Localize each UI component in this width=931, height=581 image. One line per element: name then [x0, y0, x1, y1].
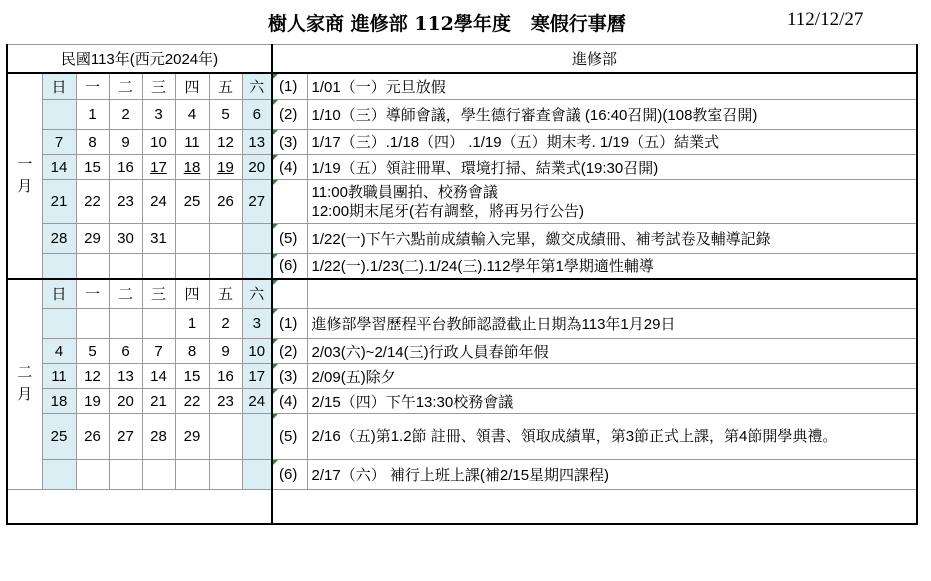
january-day-number: 13: [248, 133, 266, 151]
february-event-text: 2/16（五)第1.2節 註冊、領書、領取成績單，第3節正式上課，第4節開學典禮。: [307, 414, 917, 460]
january-event-text: 1/17（三）.1/18（四） .1/19（五）期末考. 1/19（五）結業式: [307, 130, 917, 155]
january-event-num: (5): [272, 224, 307, 254]
february-day-cell: [209, 339, 242, 364]
year-suffix: 年(西元2024年): [114, 50, 219, 68]
february-day-number: 14: [150, 367, 167, 385]
february-day-cell: [242, 364, 272, 389]
january-day-number: 12: [217, 133, 234, 151]
january-day-cell: [142, 224, 175, 254]
february-day-cell: [242, 389, 272, 414]
january-weekday-5: 五: [209, 73, 242, 100]
january-day-number: 24: [150, 193, 167, 210]
february-weekday-3: 三: [142, 279, 175, 309]
january-day-cell: [109, 180, 142, 224]
february-label-char: 月: [17, 386, 33, 404]
january-day-number: 1: [88, 106, 97, 123]
february-day-cell: [109, 339, 142, 364]
january-day-cell: [242, 180, 272, 224]
january-day-number: 14: [50, 158, 68, 176]
january-event-line: 11:00教職員團拍、校務會議: [311, 183, 498, 201]
january-day-cell: [42, 224, 76, 254]
january-day-number: 16: [117, 158, 134, 176]
february-day-cell: [242, 460, 272, 490]
january-day-number: 19: [217, 158, 234, 176]
february-day-number: 28: [150, 428, 167, 445]
january-day-cell: [76, 224, 109, 254]
calendar-table: [6, 44, 918, 525]
january-day-cell: [109, 254, 142, 279]
february-day-cell: [42, 364, 76, 389]
january-day-cell: [209, 130, 242, 155]
january-day-number: 27: [248, 193, 266, 210]
february-day-number: 8: [187, 342, 197, 360]
february-day-number: 20: [117, 392, 134, 410]
february-day-number: 2: [221, 315, 230, 332]
january-event-num: (1): [272, 73, 307, 100]
february-day-cell: [209, 309, 242, 339]
february-day-number: 12: [84, 367, 101, 385]
january-day-number: 11: [184, 133, 200, 151]
february-day-number: 25: [50, 428, 68, 445]
january-day-number: 6: [252, 106, 261, 123]
january-label-char: 一: [17, 155, 33, 173]
february-event-text: 2/09(五)除夕: [307, 364, 917, 389]
january-day-cell: [42, 254, 76, 279]
february-weekday-6: 六: [242, 279, 272, 309]
january-day-cell: [109, 100, 142, 130]
february-weekday-1: 一: [76, 279, 109, 309]
january-day-number: 23: [117, 193, 134, 210]
january-day-cell: [42, 155, 76, 180]
january-day-cell: [109, 155, 142, 180]
january-day-number: 8: [88, 133, 97, 151]
january-day-cell: [175, 130, 209, 155]
february-day-number: 15: [183, 367, 201, 385]
february-event-num: (3): [272, 364, 307, 389]
january-day-number: 17: [150, 158, 167, 176]
february-day-number: 22: [183, 392, 201, 410]
january-weekday-1: 一: [76, 73, 109, 100]
february-day-cell: [142, 309, 175, 339]
february-day-number: 16: [217, 367, 234, 385]
title-bar: [0, 0, 931, 42]
february-day-number: 24: [248, 392, 266, 410]
january-weekday-6: 六: [242, 73, 272, 100]
january-weekday-4: 四: [175, 73, 209, 100]
january-day-number: 9: [121, 133, 130, 151]
january-day-cell: [175, 224, 209, 254]
february-weekday-5: 五: [209, 279, 242, 309]
january-event-num: (2): [272, 100, 307, 130]
february-event-text: 2/17（六） 補行上班上課(補2/15星期四課程): [307, 460, 917, 490]
february-event-num: [272, 279, 307, 309]
february-weekday-2: 二: [109, 279, 142, 309]
february-day-cell: [209, 414, 242, 460]
february-day-cell: [209, 460, 242, 490]
february-day-number: 11: [51, 367, 67, 385]
february-day-cell: [209, 389, 242, 414]
empty-row: [272, 490, 917, 524]
february-day-cell: [242, 414, 272, 460]
january-day-number: 22: [84, 193, 101, 210]
february-day-number: 29: [183, 428, 201, 445]
february-day-cell: [42, 389, 76, 414]
january-day-cell: [209, 254, 242, 279]
page-title: 樹人家商 進修部 112學年度 寒假行事曆: [268, 13, 626, 35]
february-day-cell: [42, 309, 76, 339]
february-event-text: 進修部學習歷程平台教師認證截止日期為113年1月29日: [307, 309, 917, 339]
february-day-cell: [76, 339, 109, 364]
january-day-cell: [76, 130, 109, 155]
february-day-cell: [175, 389, 209, 414]
january-day-cell: [42, 100, 76, 130]
february-day-number: 17: [248, 367, 266, 385]
january-day-cell: [209, 224, 242, 254]
january-day-cell: [109, 130, 142, 155]
january-day-cell: [209, 180, 242, 224]
february-day-number: 18: [50, 392, 68, 410]
february-day-number: 19: [84, 392, 101, 410]
january-day-cell: [142, 180, 175, 224]
february-day-cell: [42, 339, 76, 364]
january-day-number: 20: [248, 158, 266, 176]
february-day-number: 21: [150, 392, 167, 410]
february-day-cell: [175, 339, 209, 364]
january-event-num: (4): [272, 155, 307, 180]
february-event-num: (1): [272, 309, 307, 339]
january-day-cell: [142, 254, 175, 279]
january-label-char: 月: [17, 177, 33, 195]
january-day-cell: [142, 130, 175, 155]
january-day-cell: [142, 155, 175, 180]
january-event-text: 1/01（一）元旦放假: [307, 73, 917, 100]
february-label-char: 二: [17, 364, 33, 382]
january-weekday-3: 三: [142, 73, 175, 100]
january-day-cell: [242, 254, 272, 279]
february-day-number: 4: [54, 342, 64, 360]
february-day-cell: [242, 309, 272, 339]
february-day-cell: [142, 414, 175, 460]
document-date: 112/12/27: [787, 9, 864, 30]
february-day-number: 5: [88, 342, 97, 360]
year-prefix: 民國: [60, 50, 91, 68]
january-day-number: 31: [150, 230, 167, 247]
february-label: [7, 279, 42, 490]
january-event-text: 1/22(一).1/23(二).1/24(三).112學年第1學期適性輔導: [307, 254, 917, 279]
february-event-text: 2/03(六)~2/14(三)行政人員春節年假: [307, 339, 917, 364]
year-header: [7, 45, 272, 73]
february-day-cell: [175, 414, 209, 460]
february-event-num: (6): [272, 460, 307, 490]
february-day-cell: [109, 389, 142, 414]
february-day-number: 26: [84, 428, 101, 445]
january-event-num: [272, 180, 307, 224]
february-day-cell: [109, 414, 142, 460]
february-day-number: 10: [248, 342, 266, 360]
february-event-num: (2): [272, 339, 307, 364]
january-day-number: 10: [150, 133, 167, 151]
january-day-cell: [242, 130, 272, 155]
february-day-number: 1: [187, 315, 197, 332]
january-event-num: (6): [272, 254, 307, 279]
february-day-cell: [175, 309, 209, 339]
february-day-number: 7: [154, 342, 163, 360]
january-day-number: 28: [50, 230, 68, 247]
department-header: 進修部: [272, 45, 917, 73]
february-event-text: [307, 279, 917, 309]
january-day-cell: [76, 155, 109, 180]
january-day-cell: [209, 100, 242, 130]
february-day-cell: [109, 364, 142, 389]
january-day-number: 21: [50, 193, 68, 210]
february-day-cell: [175, 460, 209, 490]
year-number: 113: [90, 50, 115, 68]
february-day-cell: [42, 460, 76, 490]
january-event-text: 1/19（五）領註冊單、環境打掃、結業式(19:30召開): [307, 155, 917, 180]
february-day-number: 9: [221, 342, 230, 360]
january-day-number: 29: [84, 230, 101, 247]
january-day-cell: [76, 180, 109, 224]
february-day-cell: [142, 460, 175, 490]
january-day-cell: [109, 224, 142, 254]
february-weekday-0: 日: [42, 279, 76, 309]
february-day-number: 6: [121, 342, 130, 360]
february-day-cell: [142, 389, 175, 414]
january-day-number: 15: [84, 158, 101, 176]
february-day-cell: [109, 309, 142, 339]
february-event-num: (5): [272, 414, 307, 460]
february-day-cell: [209, 364, 242, 389]
january-day-cell: [209, 155, 242, 180]
january-day-number: 4: [187, 106, 197, 123]
february-day-cell: [142, 364, 175, 389]
january-event-line: 12:00期末尾牙(若有調整，將再另行公告): [311, 202, 585, 220]
january-event-text: 1/22(一)下午六點前成績輸入完畢，繳交成績冊、補考試卷及輔導記錄: [307, 224, 917, 254]
february-day-cell: [109, 460, 142, 490]
january-day-number: 25: [183, 193, 201, 210]
january-day-cell: [175, 155, 209, 180]
january-label: [7, 73, 42, 279]
january-day-cell: [142, 100, 175, 130]
february-day-cell: [175, 364, 209, 389]
february-day-cell: [76, 364, 109, 389]
january-day-cell: [42, 130, 76, 155]
january-day-cell: [76, 100, 109, 130]
january-day-cell: [175, 100, 209, 130]
february-weekday-4: 四: [175, 279, 209, 309]
january-day-cell: [242, 224, 272, 254]
january-day-cell: [42, 180, 76, 224]
january-day-cell: [242, 155, 272, 180]
february-day-number: 27: [117, 428, 134, 445]
january-weekday-0: 日: [42, 73, 76, 100]
empty-row: [7, 490, 272, 524]
january-day-number: 3: [154, 106, 163, 123]
january-event-num: (3): [272, 130, 307, 155]
february-day-cell: [76, 460, 109, 490]
january-day-number: 18: [183, 158, 201, 176]
january-event-text: [307, 180, 917, 224]
february-event-num: (4): [272, 389, 307, 414]
february-day-cell: [242, 339, 272, 364]
february-event-text: 2/15（四）下午13:30校務會議: [307, 389, 917, 414]
february-day-cell: [142, 339, 175, 364]
february-day-number: 13: [117, 367, 134, 385]
january-day-cell: [76, 254, 109, 279]
january-day-cell: [175, 180, 209, 224]
january-day-number: 30: [117, 230, 134, 247]
january-day-cell: [242, 100, 272, 130]
february-day-cell: [76, 414, 109, 460]
january-event-text: 1/10（三）導師會議，學生德行審查會議 (16:40召開)(108教室召開): [307, 100, 917, 130]
february-day-cell: [42, 414, 76, 460]
january-day-number: 26: [217, 193, 234, 210]
february-day-cell: [76, 309, 109, 339]
february-day-cell: [76, 389, 109, 414]
january-weekday-2: 二: [109, 73, 142, 100]
february-day-number: 23: [217, 392, 234, 410]
january-day-cell: [175, 254, 209, 279]
february-day-number: 3: [252, 315, 261, 332]
january-day-number: 5: [221, 106, 230, 123]
january-day-number: 2: [121, 106, 130, 123]
january-day-number: 7: [54, 133, 64, 151]
